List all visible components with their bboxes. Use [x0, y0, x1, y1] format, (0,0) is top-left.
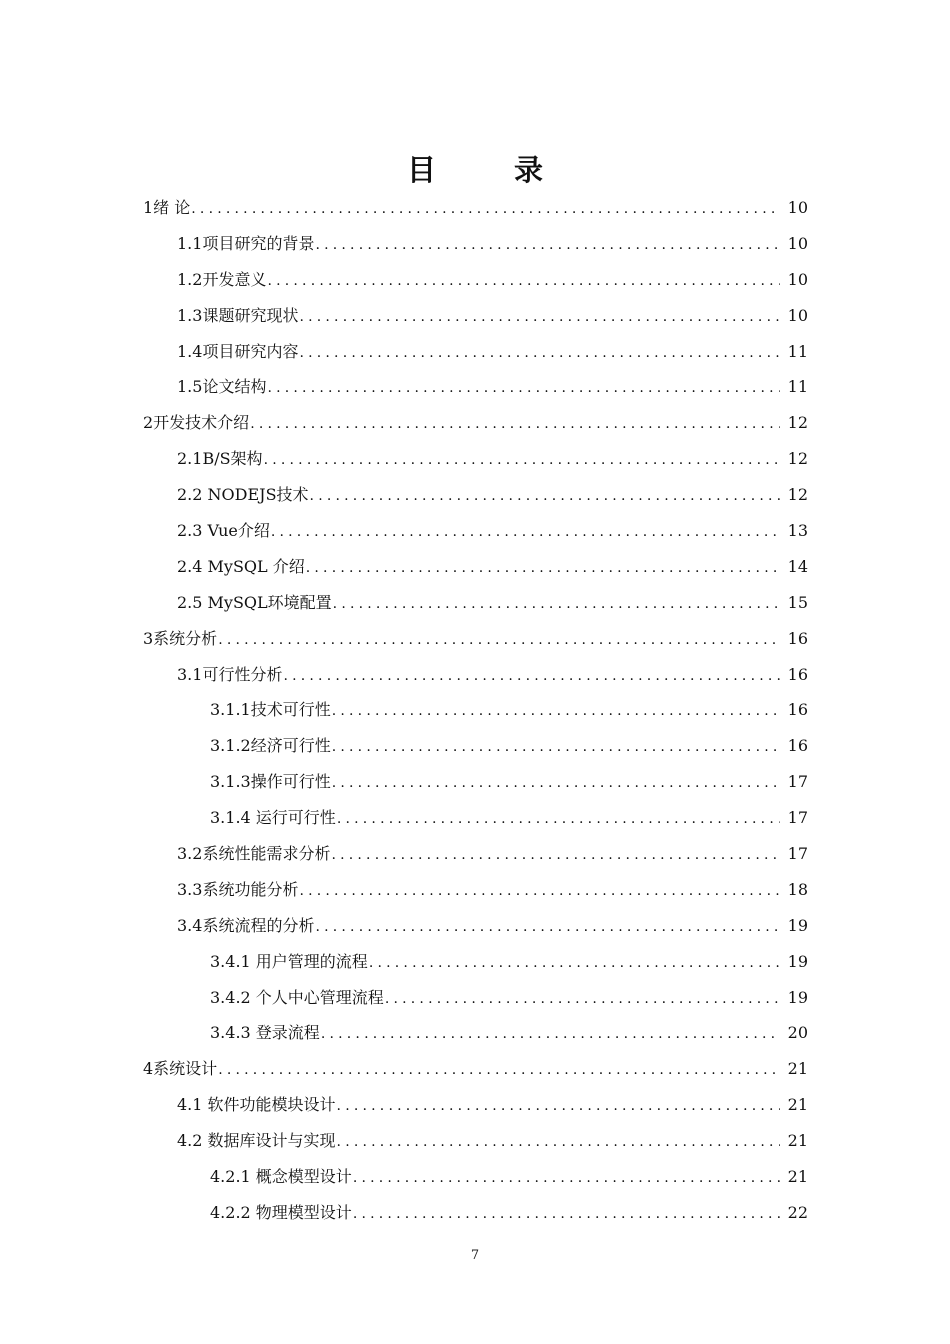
toc-entry[interactable] — [0, 441, 950, 477]
toc-entry-page: 19 — [787, 951, 808, 971]
toc-entry-page: 19 — [787, 915, 808, 935]
toc-entry[interactable] — [0, 1015, 950, 1051]
toc-entry-title: 3.1.3操作可行性 — [210, 772, 331, 792]
toc-entry-page: 17 — [787, 843, 808, 863]
toc-entry[interactable] — [0, 872, 950, 908]
toc-dot-leader — [264, 448, 780, 470]
toc-entry-title: 3.1.4 运行可行性 — [210, 808, 336, 828]
toc-dot-leader — [306, 556, 780, 578]
toc-entry[interactable] — [0, 764, 950, 800]
toc-entry-title: 2开发技术介绍 — [143, 413, 250, 433]
toc-entry-title: 4.2.1 概念模型设计 — [210, 1166, 352, 1186]
toc-dot-leader — [299, 305, 780, 327]
toc-entry-page: 21 — [787, 1131, 808, 1151]
toc-dot-leader — [310, 484, 780, 506]
toc-entry-page: 15 — [787, 592, 808, 612]
toc-entry[interactable] — [0, 513, 950, 549]
toc-entry-title: 1.5论文结构 — [177, 377, 267, 397]
toc-entry[interactable] — [0, 908, 950, 944]
toc-entry-title: 3.1.1技术可行性 — [210, 700, 331, 720]
toc-dot-leader — [250, 412, 780, 434]
toc-dot-leader — [271, 520, 780, 542]
toc-entry[interactable] — [0, 477, 950, 513]
toc-entry-title: 3.3系统功能分析 — [177, 879, 299, 899]
toc-dot-leader — [299, 341, 780, 363]
toc-entry-page: 10 — [787, 269, 808, 289]
toc-entry-page: 12 — [787, 413, 808, 433]
toc-entry[interactable] — [0, 1087, 950, 1123]
toc-entry-page: 16 — [787, 700, 808, 720]
toc-dot-leader — [385, 987, 780, 1009]
toc-entry-title: 1.1项目研究的背景 — [177, 233, 315, 253]
toc-entry-title: 4.1 软件功能模块设计 — [177, 1095, 336, 1115]
toc-entry-title: 1.4项目研究内容 — [177, 341, 299, 361]
toc-entry[interactable] — [0, 1195, 950, 1231]
toc-entry-title: 3.4.1 用户管理的流程 — [210, 951, 368, 971]
toc-dot-leader — [315, 915, 780, 937]
toc-entry-page: 22 — [787, 1202, 808, 1222]
toc-entry-page: 12 — [787, 449, 808, 469]
table-of-contents — [0, 190, 950, 1231]
toc-entry-page: 18 — [787, 879, 808, 899]
toc-dot-leader — [299, 879, 780, 901]
toc-entry-page: 11 — [787, 377, 808, 397]
toc-entry-page: 10 — [787, 305, 808, 325]
toc-entry-page: 16 — [787, 628, 808, 648]
toc-entry[interactable] — [0, 692, 950, 728]
toc-dot-leader — [332, 699, 780, 721]
toc-entry[interactable] — [0, 836, 950, 872]
toc-entry-title: 1.3课题研究现状 — [177, 305, 299, 325]
toc-entry[interactable] — [0, 728, 950, 764]
toc-entry[interactable] — [0, 800, 950, 836]
toc-entry[interactable] — [0, 226, 950, 262]
toc-entry-page: 16 — [787, 664, 808, 684]
toc-entry-title: 3.1可行性分析 — [177, 664, 283, 684]
toc-entry-title: 3系统分析 — [143, 628, 218, 648]
toc-entry[interactable] — [0, 657, 950, 693]
toc-dot-leader — [191, 197, 780, 219]
toc-entry[interactable] — [0, 262, 950, 298]
toc-entry[interactable] — [0, 585, 950, 621]
toc-entry-title: 3.4.3 登录流程 — [210, 1023, 320, 1043]
toc-dot-leader — [218, 1058, 780, 1080]
toc-entry-page: 16 — [787, 736, 808, 756]
toc-dot-leader — [337, 1130, 780, 1152]
toc-dot-leader — [218, 628, 780, 650]
toc-dot-leader — [332, 735, 780, 757]
toc-entry-page: 13 — [787, 520, 808, 540]
toc-entry[interactable] — [0, 621, 950, 657]
toc-entry-page: 21 — [787, 1095, 808, 1115]
toc-entry-title: 3.2系统性能需求分析 — [177, 843, 331, 863]
toc-entry[interactable] — [0, 944, 950, 980]
toc-entry-title: 3.1.2经济可行性 — [210, 736, 331, 756]
toc-entry-page: 19 — [787, 987, 808, 1007]
toc-entry-page: 17 — [787, 808, 808, 828]
toc-dot-leader — [337, 1094, 780, 1116]
toc-entry-page: 14 — [787, 556, 808, 576]
page-number: 7 — [470, 1248, 480, 1263]
toc-title: 目 录 — [406, 153, 578, 187]
toc-entry[interactable] — [0, 369, 950, 405]
toc-entry-page: 21 — [787, 1059, 808, 1079]
toc-dot-leader — [315, 233, 780, 255]
toc-entry-title: 4.2.2 物理模型设计 — [210, 1202, 352, 1222]
toc-entry-page: 17 — [787, 772, 808, 792]
toc-entry-title: 2.5 MySQL环境配置 — [177, 592, 332, 612]
toc-dot-leader — [369, 951, 780, 973]
toc-entry-page: 20 — [787, 1023, 808, 1043]
toc-dot-leader — [267, 376, 780, 398]
toc-dot-leader — [331, 843, 780, 865]
toc-entry-title: 2.3 Vue介绍 — [177, 520, 270, 540]
toc-entry-page: 11 — [787, 341, 808, 361]
toc-entry-title: 4系统设计 — [143, 1059, 218, 1079]
toc-entry-page: 21 — [787, 1166, 808, 1186]
toc-dot-leader — [321, 1022, 780, 1044]
toc-dot-leader — [353, 1202, 780, 1224]
toc-entry-title: 2.2 NODEJS技术 — [177, 485, 309, 505]
toc-entry-page: 10 — [787, 233, 808, 253]
toc-entry-title: 1.2开发意义 — [177, 269, 267, 289]
toc-dot-leader — [332, 771, 780, 793]
toc-entry-title: 3.4.2 个人中心管理流程 — [210, 987, 384, 1007]
toc-entry-title: 2.1B/S架构 — [177, 449, 263, 469]
toc-entry[interactable] — [0, 1159, 950, 1195]
toc-entry-title: 1绪 论 — [143, 197, 191, 217]
toc-entry-title: 4.2 数据库设计与实现 — [177, 1131, 336, 1151]
toc-entry[interactable] — [0, 334, 950, 370]
toc-dot-leader — [337, 807, 780, 829]
toc-entry-title: 2.4 MySQL 介绍 — [177, 556, 305, 576]
toc-dot-leader — [267, 269, 780, 291]
toc-entry-title: 3.4系统流程的分析 — [177, 915, 315, 935]
toc-dot-leader — [333, 592, 780, 614]
toc-entry[interactable] — [0, 298, 950, 334]
toc-entry-page: 10 — [787, 197, 808, 217]
toc-entry[interactable] — [0, 1123, 950, 1159]
toc-entry[interactable] — [0, 1051, 950, 1087]
toc-entry-page: 12 — [787, 485, 808, 505]
toc-dot-leader — [353, 1166, 780, 1188]
toc-entry[interactable] — [0, 980, 950, 1016]
toc-entry[interactable] — [0, 405, 950, 441]
toc-entry[interactable] — [0, 190, 950, 226]
toc-dot-leader — [283, 664, 780, 686]
toc-entry[interactable] — [0, 549, 950, 585]
